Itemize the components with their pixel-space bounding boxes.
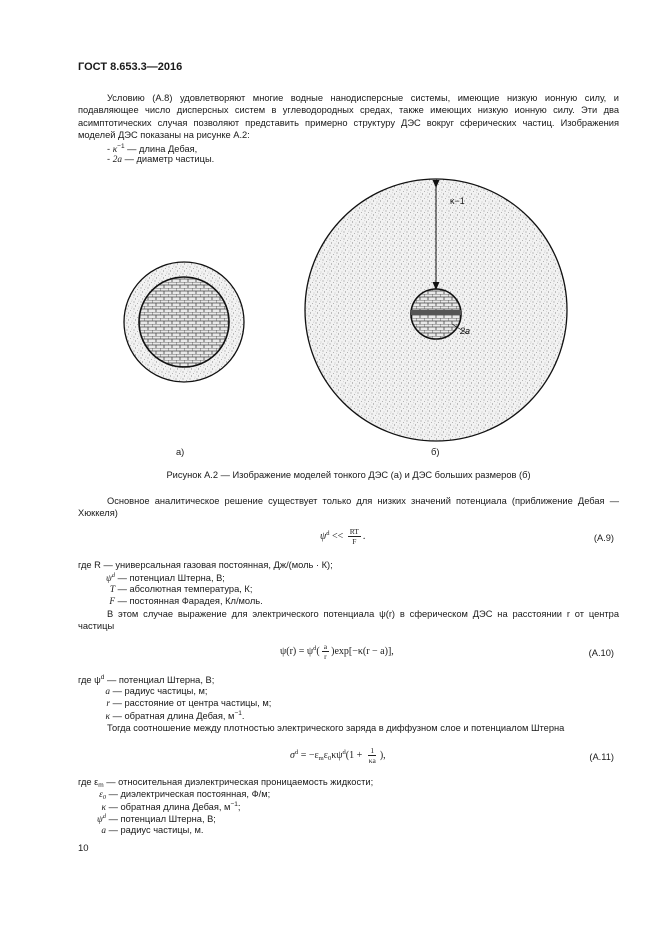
definition-a: a — радиус частицы, м; xyxy=(105,686,208,697)
paragraph-debye-huckel: Основное аналитическое решение существует только для низких значений потенциала (приближение Дебая — Хюккеля) xyxy=(78,496,619,519)
figure-label-b: б) xyxy=(431,447,440,457)
equation-a11: $\sigma^d = -\varepsilon_m\varepsilon_0\kappa\psi^d(1$ + $\frac{1}{\kappa a}$ ), xyxy=(290,746,386,765)
definition-kappa-2: κ — обратная длина Дебая, $м^{-1}$; xyxy=(101,801,241,813)
model-large-edl xyxy=(305,179,567,441)
definition-psi-d-3: $\psi^d$ — потенциал Штерна, В; xyxy=(96,813,216,825)
definition-a-2: a — радиус частицы, м. xyxy=(101,825,204,836)
definition-kappa: κ — обратная длина Дебая, $м^{-1}$. xyxy=(105,710,245,722)
model-thin-edl xyxy=(124,262,244,382)
definition-T: T — абсолютная температура, К; xyxy=(109,584,253,595)
list-item-debye: - $\kappa^{-1}$ — длина Дебая, xyxy=(107,143,198,155)
definition-psi-d-2: где $\psi^d$ — потенциал Штерна, В; xyxy=(78,674,215,685)
definition-r: r — расстояние от центра частицы, м; xyxy=(106,698,272,709)
definition-R: где R — универсальная газовая постоянная, Дж/(моль · К); xyxy=(78,560,333,570)
definition-F: F — постоянная Фарадея, Кл/моль. xyxy=(109,596,263,607)
intro-paragraph: Условию (А.8) удовлетворяют многие водные нанодисперсные системы, имеющие низкую ионную силу, и подавляющее число дисперсных систем в углеводородных средах, также имеющих низкую ионную силу. Эти два асимптотических случая позволяют представить примерно структуру ДЭС вокруг сферических частиц. Изображения моделей ДЭС показаны на рисунке А.2: xyxy=(78,93,619,141)
paragraph-potential: В этом случае выражение для электрического потенциала ψ(r) в сферическом ДЭС на расстоянии r от центра частицы xyxy=(78,609,619,632)
equation-label-a9: (А.9) xyxy=(593,533,614,543)
equation-label-a11: (А.11) xyxy=(589,752,614,762)
list-item-diameter: - 2a — диаметр частицы. xyxy=(107,154,215,165)
document-header: ГОСТ 8.653.3—2016 xyxy=(78,61,183,73)
diameter-bar xyxy=(411,310,461,315)
kappa-label: κ−1 xyxy=(450,196,465,206)
definition-psi-d: $\psi^d$ — потенциал Штерна, В; xyxy=(105,572,225,584)
page-number: 10 xyxy=(78,843,89,854)
figure-label-a: а) xyxy=(176,447,185,457)
definition-eps-0: $\varepsilon_0$ — диэлектрическая постоянная, Ф/м; xyxy=(99,789,271,801)
diameter-label: 2a xyxy=(460,326,471,336)
definition-eps-m: где $\varepsilon_m$ — относительная диэлектрическая проницаемость жидкости; xyxy=(78,777,374,789)
paragraph-charge-density: Тогда соотношение между плотностью электрического заряда в диффузном слое и потенциалом Штерна xyxy=(107,723,565,733)
equation-a10: $\psi(r) = \psi^d$( $\frac{a}{r}$ )exp[−κ(r − a)], xyxy=(280,642,394,661)
equation-label-a10: (А.10) xyxy=(588,648,614,658)
equation-a9: $\psi^d$ << $\frac{RT}{F}$ . xyxy=(320,527,366,546)
figure-caption: Рисунок А.2 — Изображение моделей тонкого ДЭС (а) и ДЭС больших размеров (б) xyxy=(166,470,531,480)
